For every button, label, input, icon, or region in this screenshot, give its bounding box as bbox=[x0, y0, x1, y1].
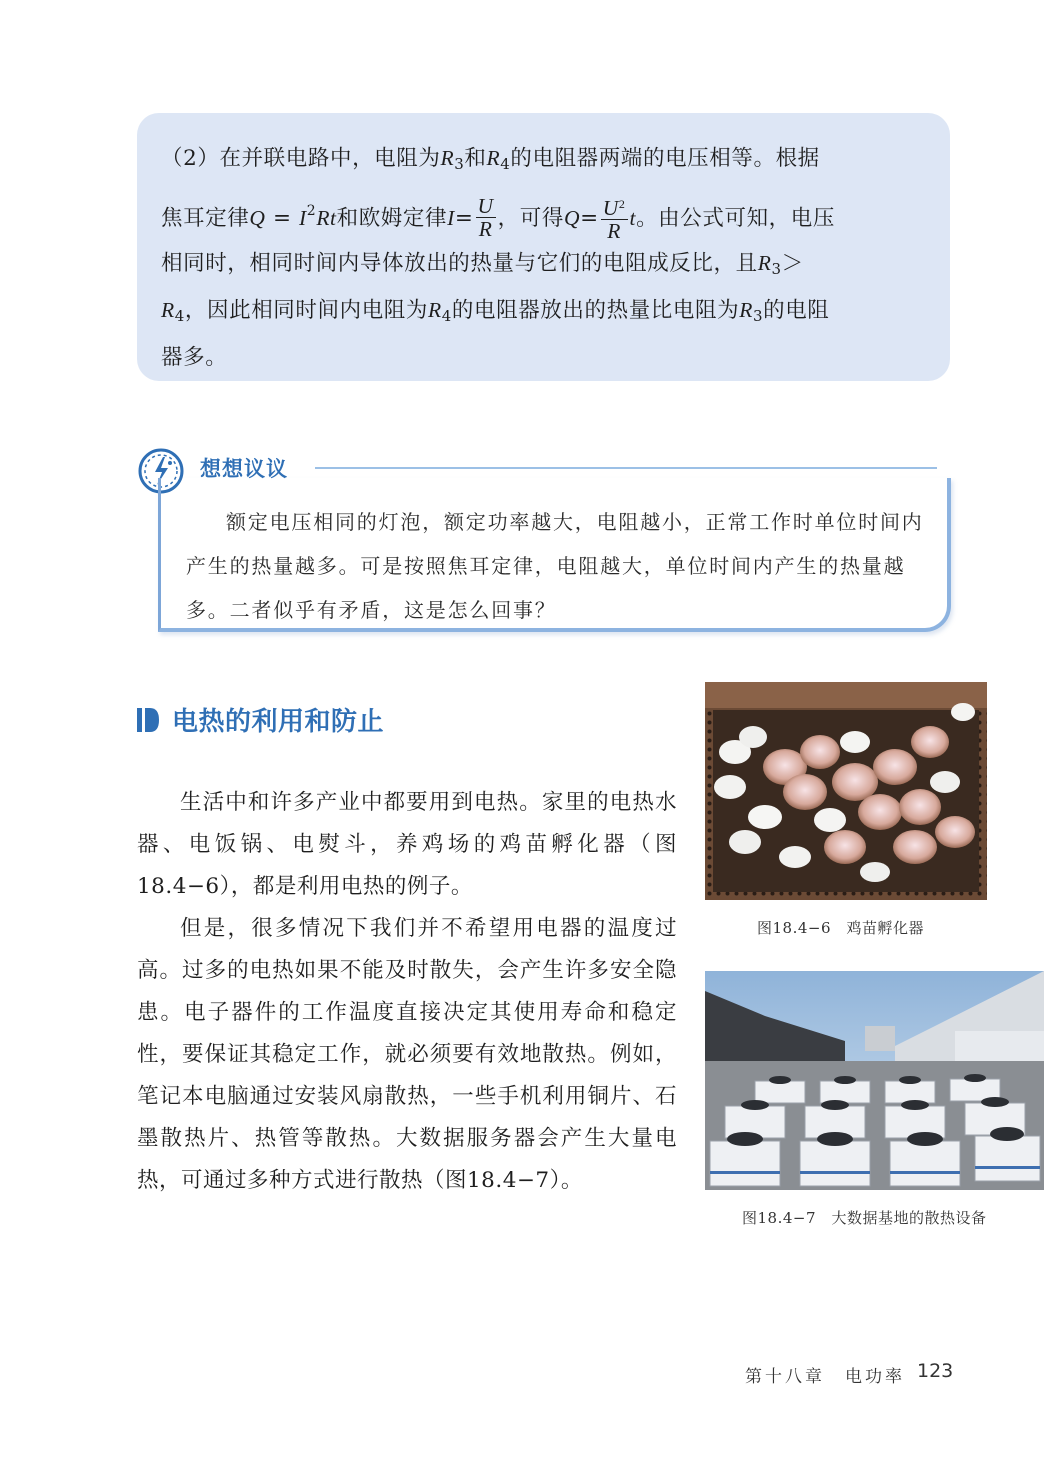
var-t: t bbox=[629, 206, 637, 230]
var-r: R bbox=[161, 298, 175, 322]
fraction-numerator bbox=[601, 193, 628, 220]
discussion-text: 额定电压相同的灯泡，额定功率越大，电阻越小，正常工作时单位时间内产生的热量越多。可是按照焦耳定律，电阻越大，单位时间内产生的热量越多。二者似乎有矛盾，这是怎么回事？ bbox=[186, 510, 924, 622]
fraction-denominator: R bbox=[478, 216, 493, 241]
footer-chapter-title: 第十八章 电功率 bbox=[745, 1367, 905, 1387]
subscript: 3 bbox=[752, 307, 764, 325]
equals-sign: = bbox=[580, 206, 599, 231]
text: 相同时，相同时间内导体放出的热量与它们的电阻成反比，且 bbox=[161, 251, 758, 276]
equals-sign: = bbox=[454, 206, 474, 231]
var-u: U bbox=[602, 195, 619, 220]
section-heading: 电热的利用和防止 bbox=[172, 707, 385, 737]
text: 的电阻器放出的热量比电阻为 bbox=[451, 298, 740, 323]
solution-line-2 bbox=[161, 182, 926, 243]
text: 。由公式可知，电压 bbox=[636, 206, 835, 231]
fraction-u2-over-r bbox=[601, 193, 628, 242]
fraction-denominator: R bbox=[607, 218, 621, 243]
text: 和欧姆定律 bbox=[336, 206, 448, 231]
subscript: 3 bbox=[771, 260, 782, 278]
equals-sign: = bbox=[265, 206, 300, 231]
discussion-title: 想想议议 bbox=[200, 457, 288, 481]
text: 焦耳定律 bbox=[161, 206, 250, 231]
text: 器多。 bbox=[161, 345, 228, 370]
text: 的电阻器两端的电压相等。根据 bbox=[510, 146, 820, 171]
section-marker-icon bbox=[137, 708, 159, 732]
superscript: 2 bbox=[306, 203, 317, 219]
page-number: 123 bbox=[917, 1360, 954, 1382]
text: 的电阻 bbox=[763, 298, 830, 323]
text: ，因此相同时间内电阻为 bbox=[184, 298, 428, 323]
text: ，可得 bbox=[497, 206, 564, 231]
var-q: Q bbox=[563, 206, 581, 230]
discussion-title-rule bbox=[315, 467, 937, 469]
var-r: R bbox=[440, 146, 455, 170]
var-i: I bbox=[299, 206, 307, 230]
var-rt: Rt bbox=[316, 206, 337, 230]
solution-line-5 bbox=[161, 334, 926, 381]
solution-line-1 bbox=[161, 135, 926, 182]
subscript: 4 bbox=[500, 155, 511, 173]
paragraph-1: 生活中和许多产业中都要用到电热。家里的电热水器、电饭锅、电熨斗，养鸡场的鸡苗孵化器（图18.4−6），都是利用电热的例子。 bbox=[137, 790, 677, 899]
figure-caption-1: 图18.4−6 鸡苗孵化器 bbox=[757, 919, 925, 937]
solution-line-3 bbox=[161, 240, 926, 287]
fraction-numerator: U bbox=[477, 193, 494, 218]
solution-box bbox=[137, 113, 950, 381]
body-text bbox=[137, 782, 677, 1202]
solution-line-4 bbox=[161, 287, 926, 334]
var-r: R bbox=[428, 298, 442, 322]
text: （2）在并联电路中，电阻为 bbox=[161, 146, 441, 171]
figure-caption-2: 图18.4−7 大数据基地的散热设备 bbox=[742, 1209, 987, 1227]
var-r: R bbox=[739, 298, 753, 322]
superscript: 2 bbox=[618, 196, 626, 211]
chick-incubator-photo bbox=[705, 682, 987, 900]
var-i: I bbox=[447, 206, 455, 230]
var-r: R bbox=[486, 146, 501, 170]
subscript: 4 bbox=[174, 307, 185, 325]
subscript: 3 bbox=[454, 155, 465, 173]
var-r: R bbox=[757, 251, 772, 275]
text: 和 bbox=[464, 146, 487, 171]
paragraph-2: 但是，很多情况下我们并不希望用电器的温度过高。过多的电热如果不能及时散失，会产生许多安全隐患。电子器件的工作温度直接决定其使用寿命和稳定性，要保证其稳定工作，就必须要有效地散热。例如，笔记本电脑通过安装风扇散热，一些手机利用铜片、石墨散热片、热管等散热。大数据服务器会产生大量电热，可通过多种方式进行散热（图18.4−7）。 bbox=[137, 916, 677, 1193]
var-q: Q bbox=[249, 206, 266, 230]
greater-than-sign: ＞ bbox=[781, 251, 804, 276]
data-center-cooling-photo bbox=[705, 971, 1044, 1190]
fraction-u-over-r bbox=[476, 195, 496, 240]
subscript: 4 bbox=[441, 307, 452, 325]
